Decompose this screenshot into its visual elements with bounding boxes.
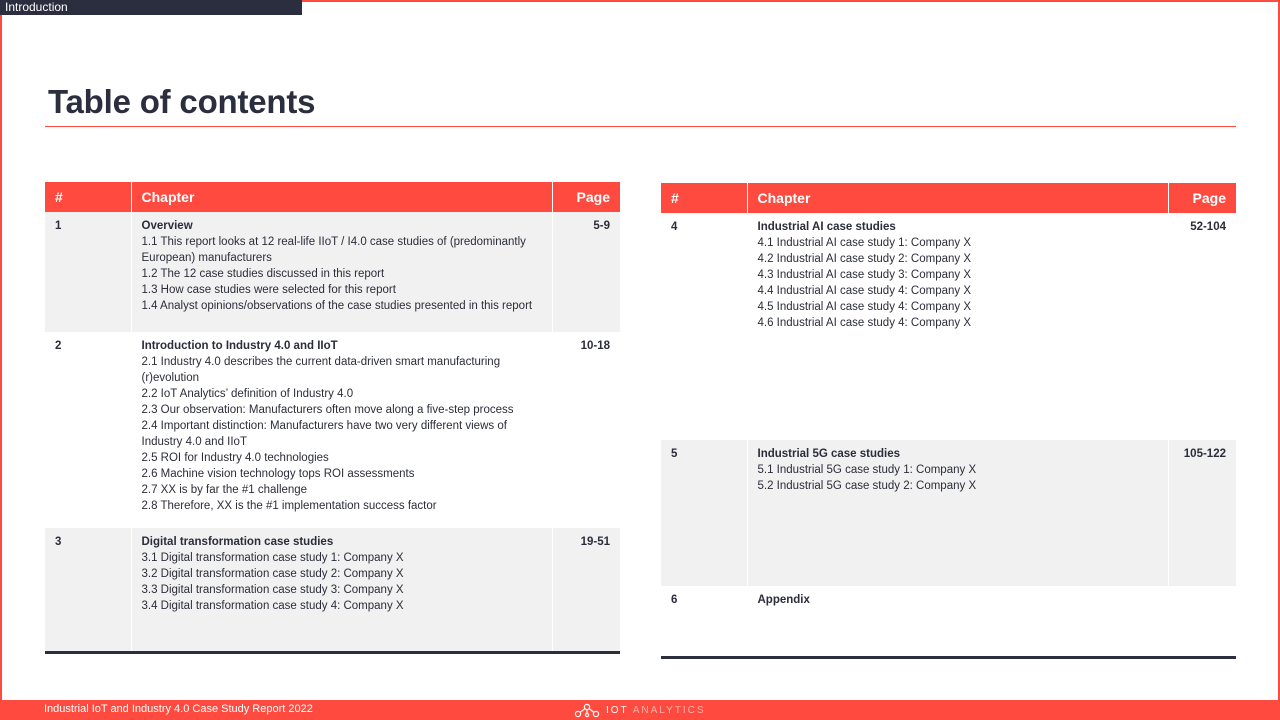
logo-wordmark: [606, 705, 706, 716]
chapter-cell: [747, 440, 1168, 586]
chapter-cell: [747, 213, 1168, 440]
footer-report-name: Industrial IoT and Industry 4.0 Case Study Report 2022: [44, 703, 313, 715]
chapter-title: Introduction to Industry 4.0 and IIoT: [141, 340, 338, 352]
header-num: #: [661, 183, 747, 213]
subsection-item: 2.2 IoT Analytics’ definition of Industry 4.0: [141, 388, 354, 400]
subsection-item: 1.4 Analyst opinions/observations of the case studies presented in this report: [141, 300, 533, 312]
title-divider: [45, 126, 1236, 127]
toc-header-row: [45, 182, 620, 212]
chapter-pages: [1168, 586, 1236, 657]
chapter-title: Industrial AI case studies: [757, 221, 896, 233]
chapter-number: 5: [661, 440, 747, 586]
subsection-item: 2.1 Industry 4.0 describes the current data-driven smart manufacturing (r)evolution: [141, 356, 501, 384]
subsection-item: 4.3 Industrial AI case study 3: Company X: [757, 269, 972, 281]
subsection-item: 5.2 Industrial 5G case study 2: Company X: [757, 480, 977, 492]
toc-table-right: [661, 183, 1236, 659]
network-nodes-icon: [574, 702, 600, 718]
chapter-number: 3: [45, 528, 131, 652]
chapter-cell: [747, 586, 1168, 657]
subsection-item: 1.3 How case studies were selected for this report: [141, 284, 396, 296]
header-chapter: Chapter: [747, 183, 1168, 213]
section-tag: Introduction: [0, 0, 302, 15]
toc-table-left: [45, 182, 620, 654]
subsection-item: 2.7 XX is by far the #1 challenge: [141, 484, 308, 496]
chapter-number: 2: [55, 340, 62, 352]
header-page: Page: [1168, 183, 1236, 213]
toc-row-chapter-3[interactable]: [45, 528, 620, 652]
chapter-cell: [131, 332, 552, 528]
chapter-pages: 105-122: [1168, 440, 1236, 586]
chapter-number: 6: [671, 594, 678, 606]
toc-row-chapter-1[interactable]: [45, 212, 620, 332]
chapter-pages: 19-51: [552, 528, 620, 652]
toc-header-row: [661, 183, 1236, 213]
toc-row-chapter-2[interactable]: [45, 332, 620, 528]
chapter-cell: [131, 528, 552, 652]
subsection-item: 4.1 Industrial AI case study 1: Company X: [757, 237, 972, 249]
subsection-item: 3.2 Digital transformation case study 2: Company X: [141, 568, 404, 580]
toc-row-chapter-5[interactable]: [661, 440, 1236, 586]
logo-word-strong: IOT: [606, 704, 629, 716]
subsection-item: 2.6 Machine vision technology tops ROI assessments: [141, 468, 415, 480]
subsection-item: 5.1 Industrial 5G case study 1: Company X: [757, 464, 977, 476]
logo-word-light: ANALYTICS: [632, 704, 706, 716]
chapter-title: Overview: [141, 220, 193, 232]
header-page: Page: [552, 182, 620, 212]
subsection-item: 2.4 Important distinction: Manufacturers have two very different views of Industry 4.0 and IIoT: [141, 420, 507, 448]
chapter-title: Appendix: [757, 594, 810, 606]
footer-bar: [0, 700, 1280, 720]
brand-logo: [574, 702, 706, 718]
page-title: Table of contents: [48, 83, 316, 120]
chapter-pages: 10-18: [552, 332, 620, 528]
subsection-item: 3.1 Digital transformation case study 1: Company X: [141, 552, 404, 564]
chapter-title: Industrial 5G case studies: [757, 448, 901, 460]
toc-row-chapter-6[interactable]: [661, 586, 1236, 657]
header-num: #: [45, 182, 131, 212]
subsection-item: 4.2 Industrial AI case study 2: Company X: [757, 253, 972, 265]
chapter-number: 1: [45, 212, 131, 332]
subsection-item: 2.3 Our observation: Manufacturers often move along a five-step process: [141, 404, 514, 416]
toc-row-chapter-4[interactable]: [661, 213, 1236, 440]
subsection-item: 3.3 Digital transformation case study 3: Company X: [141, 584, 404, 596]
header-chapter: Chapter: [131, 182, 552, 212]
chapter-number: 4: [671, 221, 678, 233]
subsection-item: 2.5 ROI for Industry 4.0 technologies: [141, 452, 329, 464]
subsection-item: 4.6 Industrial AI case study 4: Company X: [757, 317, 972, 329]
subsection-item: 1.1 This report looks at 12 real-life IIoT / I4.0 case studies of (predominantly European) manufacturers: [141, 236, 526, 264]
subsection-item: 1.2 The 12 case studies discussed in this report: [141, 268, 385, 280]
subsection-item: 4.4 Industrial AI case study 4: Company X: [757, 285, 972, 297]
chapter-pages: 52-104: [1168, 213, 1236, 440]
subsection-item: 4.5 Industrial AI case study 4: Company X: [757, 301, 972, 313]
subsection-item: 2.8 Therefore, XX is the #1 implementation success factor: [141, 500, 437, 512]
chapter-title: Digital transformation case studies: [141, 536, 334, 548]
chapter-cell: [131, 212, 552, 332]
subsection-item: 3.4 Digital transformation case study 4: Company X: [141, 600, 404, 612]
chapter-pages: 5-9: [552, 212, 620, 332]
